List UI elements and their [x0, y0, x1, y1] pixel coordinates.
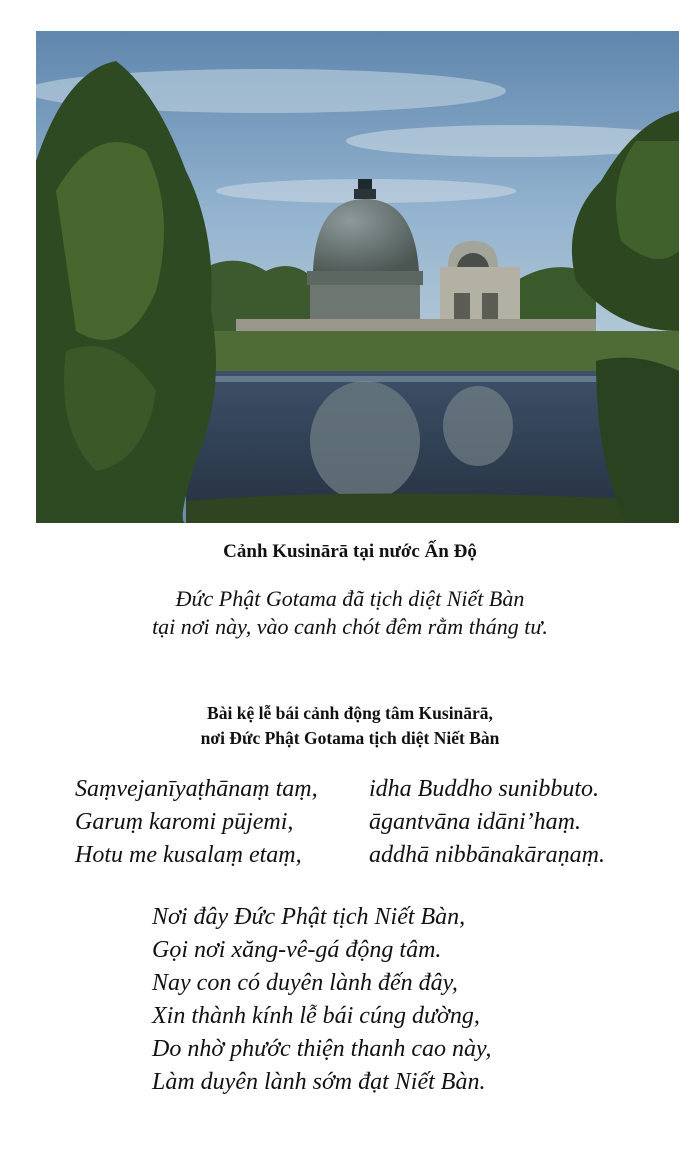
pali-line-right: āgantvāna idāni’haṃ.: [369, 809, 581, 835]
vietnamese-line: Làm duyên lành sớm đạt Niết Bàn.: [152, 1069, 486, 1095]
pali-line: [0, 809, 700, 842]
vietnamese-line: Xin thành kính lễ bái cúng dường,: [152, 1003, 480, 1029]
pali-verse: [0, 776, 700, 875]
vietnamese-line: Nay con có duyên lành đến đây,: [152, 970, 458, 996]
vietnamese-verse: [152, 901, 491, 1099]
photo-caption-title: Cảnh Kusinārā tại nước Ấn Độ: [223, 541, 477, 562]
pali-line-left: Hotu me kusalaṃ etaṃ,: [75, 842, 302, 868]
photo-illustration: [36, 31, 679, 523]
verse-heading-line-1: Bài kệ lễ bái cảnh động tâm Kusinārā,: [207, 703, 493, 723]
pali-line-left: Garuṃ karomi pūjemi,: [75, 809, 294, 835]
pali-line-right: idha Buddho sunibbuto.: [369, 776, 600, 802]
kusinara-photo: [36, 31, 679, 523]
verse-heading-line-2: nơi Đức Phật Gotama tịch diệt Niết Bàn: [200, 728, 500, 748]
vietnamese-line: Do nhờ phước thiện thanh cao này,: [152, 1036, 492, 1062]
caption-line-2: tại nơi này, vào canh chót đêm rằm tháng tư.: [152, 614, 548, 639]
vietnamese-line: Nơi đây Đức Phật tịch Niết Bàn,: [152, 904, 466, 930]
vietnamese-line: Gọi nơi xăng-vê-gá động tâm.: [152, 937, 442, 963]
pali-line-right: addhā nibbānakāraṇaṃ.: [369, 842, 605, 868]
pali-line-left: Saṃvejanīyaṭhānaṃ taṃ,: [75, 776, 318, 802]
caption-line-1: Đức Phật Gotama đã tịch diệt Niết Bàn: [175, 586, 525, 611]
pali-line: [0, 776, 700, 809]
photo-caption-subtitle: [0, 585, 700, 641]
pali-line: [0, 842, 700, 875]
verse-heading: [0, 701, 700, 751]
